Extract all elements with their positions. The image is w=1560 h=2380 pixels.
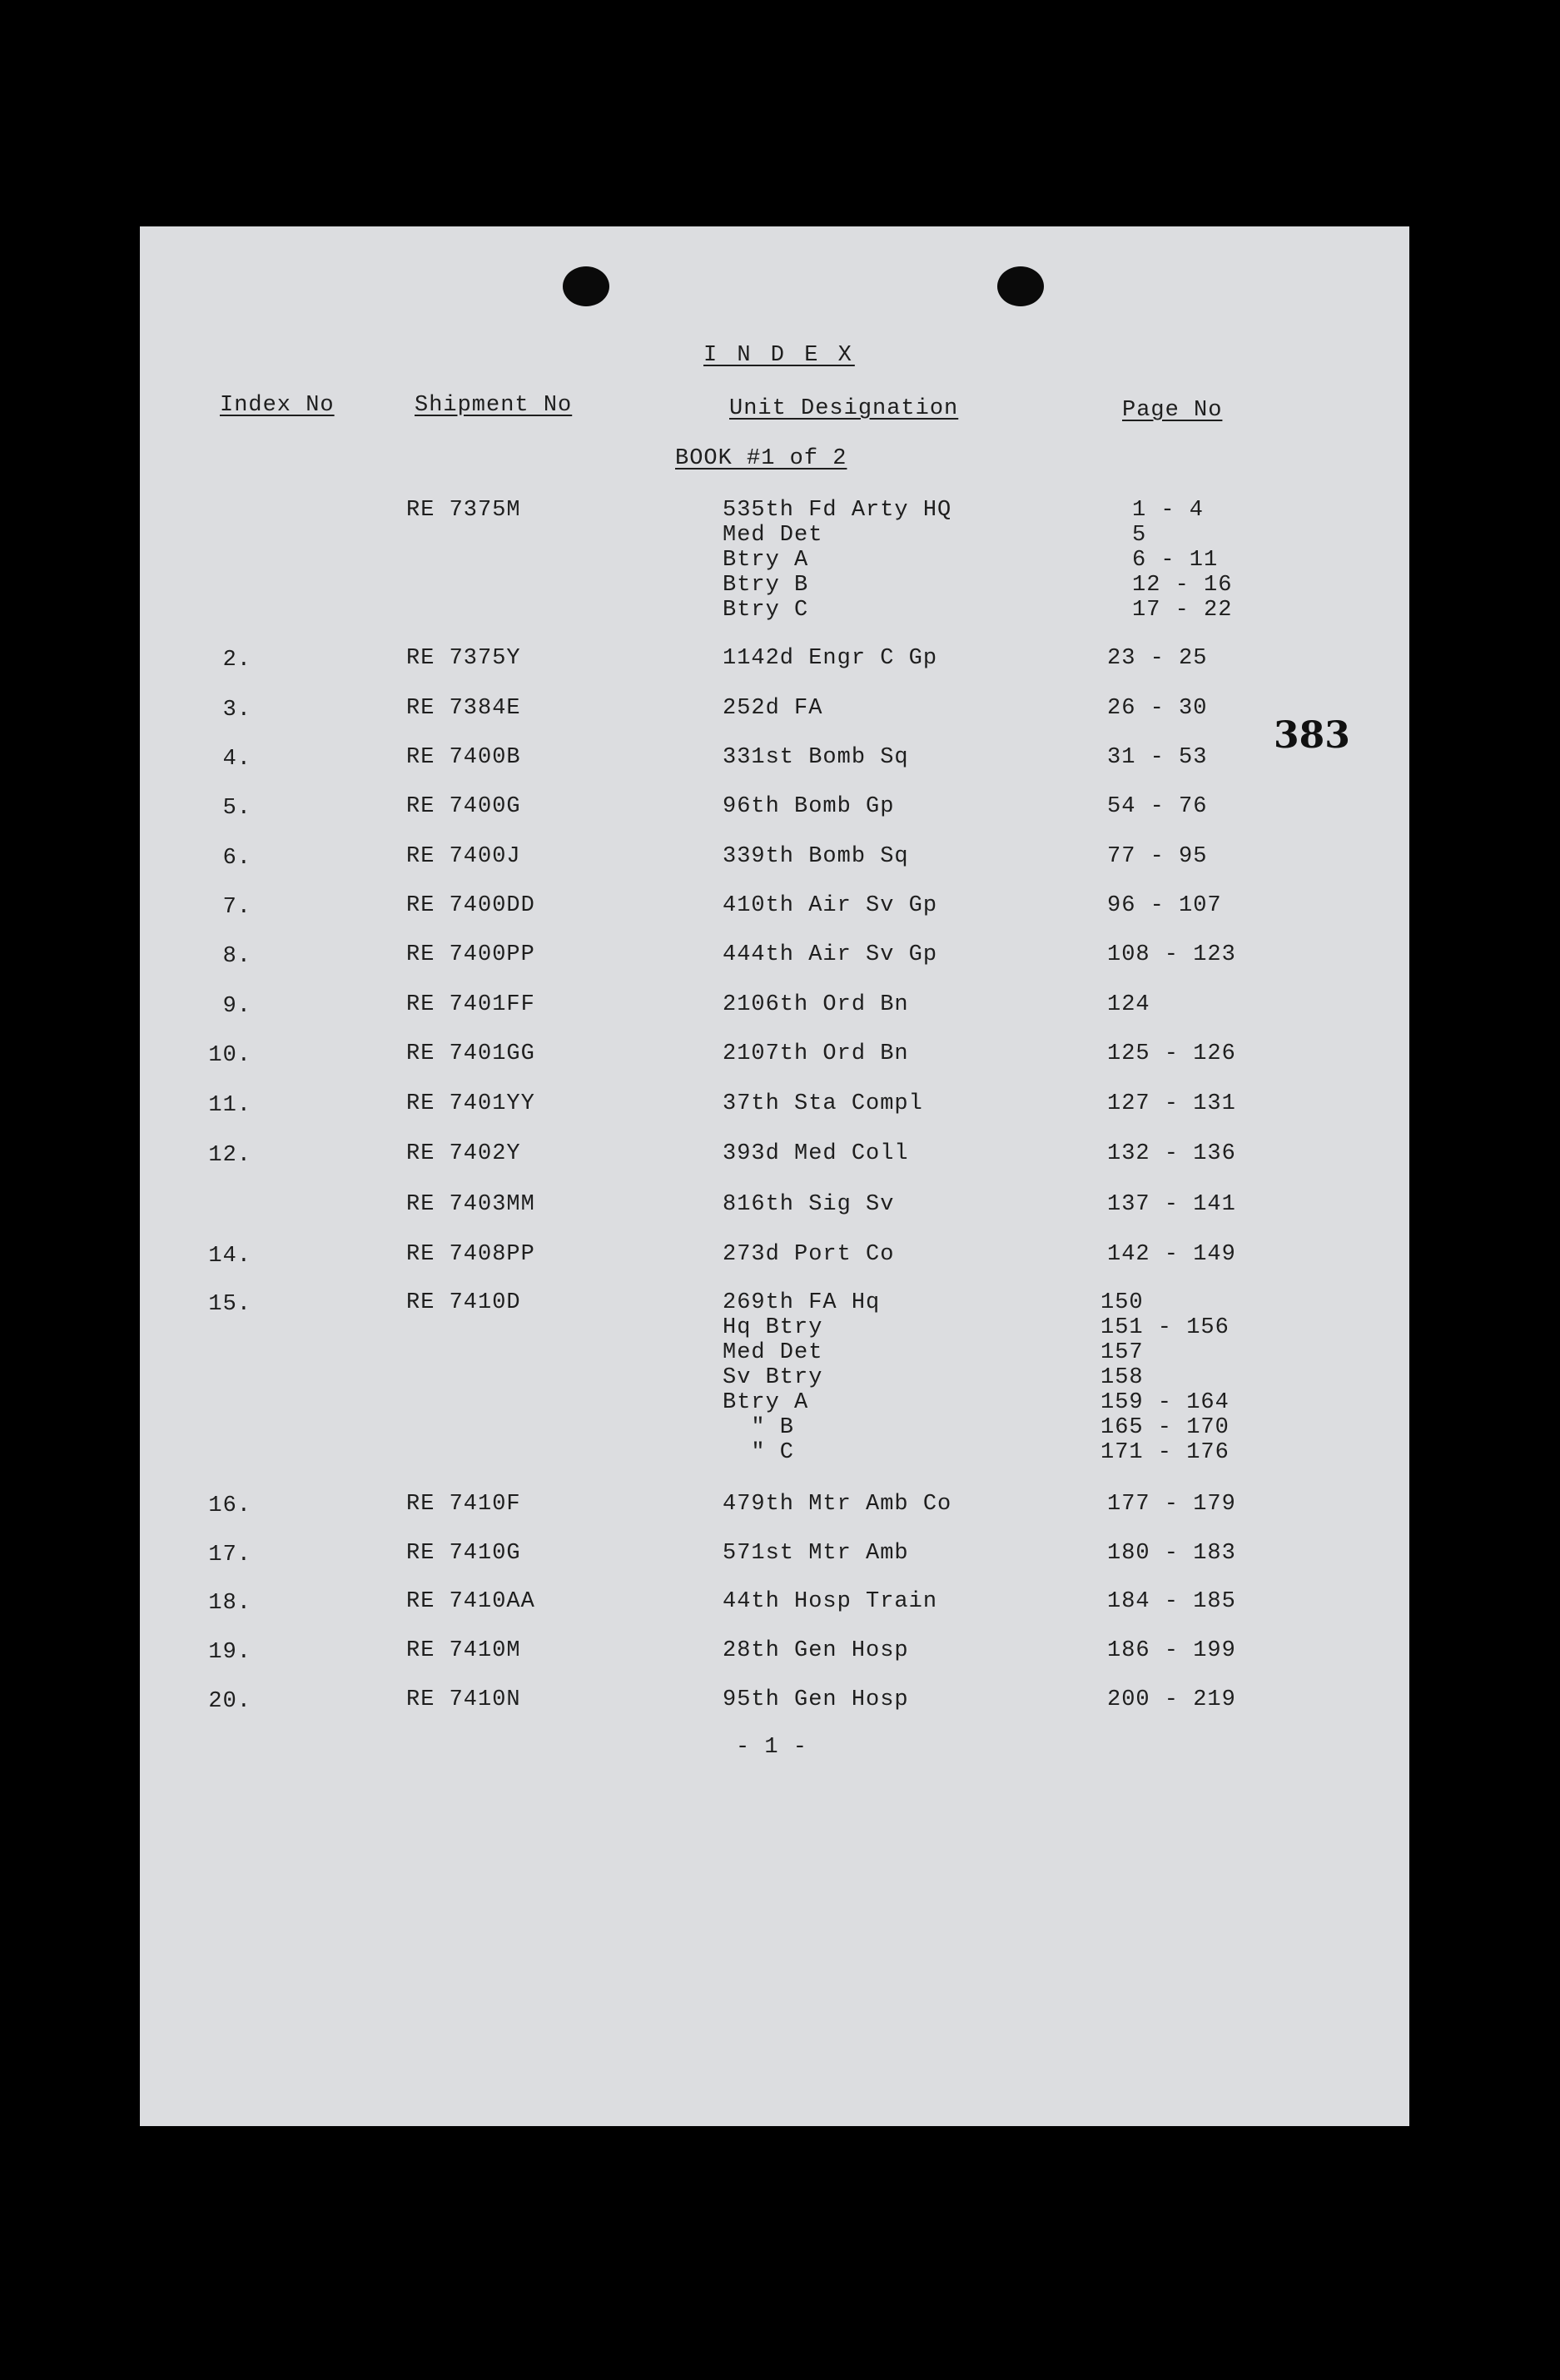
- unit-line: Med Det: [723, 1340, 823, 1365]
- page-line: 171 - 176: [1100, 1440, 1230, 1465]
- shipment-number: RE 7410D: [406, 1290, 521, 1315]
- shipment-number: RE 7400B: [406, 745, 521, 770]
- unit-line: 1142d Engr C Gp: [723, 646, 938, 671]
- index-number: 9.: [222, 994, 251, 1019]
- page-range: [1107, 893, 1222, 918]
- shipment-number: RE 7410N: [406, 1687, 521, 1712]
- shipment-number: RE 7410G: [406, 1541, 521, 1566]
- page-line: 108 - 123: [1107, 942, 1236, 967]
- page-line: 12 - 16: [1132, 573, 1233, 598]
- unit-line: 479th Mtr Amb Co: [723, 1492, 952, 1517]
- page-range: [1107, 1192, 1236, 1217]
- unit-line: 96th Bomb Gp: [723, 794, 895, 819]
- unit-line: 571st Mtr Amb: [723, 1541, 909, 1566]
- unit-designation: [723, 1290, 880, 1465]
- shipment-number: RE 7408PP: [406, 1242, 535, 1267]
- unit-line: 331st Bomb Sq: [723, 745, 909, 770]
- header-shipment-no: Shipment No: [415, 393, 573, 418]
- unit-line: 339th Bomb Sq: [723, 844, 909, 869]
- page-line: 200 - 219: [1107, 1687, 1236, 1712]
- unit-line: " B: [723, 1415, 795, 1440]
- unit-line: 28th Gen Hosp: [723, 1638, 909, 1663]
- page-line: 132 - 136: [1107, 1141, 1236, 1166]
- shipment-number: RE 7402Y: [406, 1141, 521, 1166]
- unit-line: 273d Port Co: [723, 1242, 895, 1267]
- unit-line: 393d Med Coll: [723, 1141, 909, 1166]
- unit-line: 95th Gen Hosp: [723, 1687, 909, 1712]
- page-line: 96 - 107: [1107, 893, 1222, 918]
- unit-line: Hq Btry: [723, 1315, 823, 1340]
- index-number: 10.: [208, 1043, 251, 1068]
- page-line: 26 - 30: [1107, 696, 1208, 721]
- unit-line: 2106th Ord Bn: [723, 992, 909, 1017]
- page-line: 157: [1100, 1340, 1144, 1365]
- page-stamp-number: 383: [1274, 714, 1350, 757]
- page-line: 127 - 131: [1107, 1091, 1236, 1116]
- page-line: 158: [1100, 1365, 1144, 1390]
- page-line: 1 - 4: [1132, 498, 1205, 523]
- page-line: 6 - 11: [1132, 548, 1219, 573]
- index-number: 11.: [208, 1093, 251, 1118]
- page-line: 5: [1132, 523, 1147, 548]
- page-line: 184 - 185: [1107, 1589, 1236, 1614]
- unit-line: Med Det: [723, 523, 823, 548]
- shipment-number: RE 7400DD: [406, 893, 535, 918]
- unit-designation: [723, 646, 937, 671]
- unit-line: 444th Air Sv Gp: [723, 942, 938, 967]
- page-range: [1107, 646, 1207, 671]
- page-range: [1107, 1041, 1236, 1066]
- page-line: 150: [1100, 1290, 1144, 1315]
- unit-designation: [723, 745, 909, 770]
- shipment-number: RE 7400J: [406, 844, 521, 869]
- unit-designation: [723, 942, 937, 967]
- unit-line: 410th Air Sv Gp: [723, 893, 938, 918]
- shipment-number: RE 7401GG: [406, 1041, 535, 1066]
- index-number: 7.: [222, 895, 251, 920]
- page-line: 151 - 156: [1100, 1315, 1230, 1340]
- unit-line: Btry B: [723, 573, 809, 598]
- page-range: [1107, 1242, 1236, 1267]
- page-range: [1107, 1492, 1236, 1517]
- page-range: [1107, 696, 1207, 721]
- unit-line: 535th Fd Arty HQ: [723, 498, 952, 523]
- unit-designation: [723, 1687, 909, 1712]
- unit-designation: [723, 1091, 923, 1116]
- page-line: 165 - 170: [1100, 1415, 1230, 1440]
- shipment-number: RE 7410F: [406, 1492, 521, 1517]
- unit-designation: [723, 1141, 909, 1166]
- page-footer-number: - 1 -: [736, 1735, 808, 1760]
- unit-line: Btry A: [723, 548, 809, 573]
- unit-designation: [723, 893, 937, 918]
- page-range: [1107, 942, 1236, 967]
- index-number: 2.: [222, 648, 251, 673]
- unit-designation: [723, 1041, 909, 1066]
- shipment-number: RE 7401FF: [406, 992, 535, 1017]
- punch-hole-right: [997, 266, 1044, 306]
- unit-line: 269th FA Hq: [723, 1290, 881, 1315]
- unit-designation: [723, 1492, 951, 1517]
- unit-designation: [723, 696, 822, 721]
- unit-line: Btry A: [723, 1390, 809, 1415]
- page-line: 23 - 25: [1107, 646, 1208, 671]
- index-number: 15.: [208, 1292, 251, 1317]
- shipment-number: RE 7403MM: [406, 1192, 535, 1217]
- page-title: I N D E X: [703, 343, 855, 368]
- header-page-no: Page No: [1122, 398, 1223, 423]
- unit-line: 816th Sig Sv: [723, 1192, 895, 1217]
- page-line: 31 - 53: [1107, 745, 1208, 770]
- page-line: 124: [1107, 992, 1150, 1017]
- unit-designation: [723, 1589, 937, 1614]
- page-range: [1107, 1141, 1236, 1166]
- unit-line: 37th Sta Compl: [723, 1091, 923, 1116]
- page-range: [1107, 745, 1207, 770]
- page-line: 177 - 179: [1107, 1492, 1236, 1517]
- page-range: [1107, 1687, 1236, 1712]
- page-line: 137 - 141: [1107, 1192, 1236, 1217]
- header-unit-designation: Unit Designation: [729, 396, 959, 421]
- shipment-number: RE 7401YY: [406, 1091, 535, 1116]
- page-range: [1132, 498, 1232, 623]
- page-line: 180 - 183: [1107, 1541, 1236, 1566]
- unit-designation: [723, 794, 894, 819]
- shipment-number: RE 7375Y: [406, 646, 521, 671]
- punch-hole-left: [563, 266, 609, 306]
- page-range: [1107, 1541, 1236, 1566]
- page-line: 125 - 126: [1107, 1041, 1236, 1066]
- unit-designation: [723, 844, 909, 869]
- unit-designation: [723, 1242, 894, 1267]
- unit-designation: [723, 1192, 894, 1217]
- index-number: 19.: [208, 1640, 251, 1665]
- index-number: 6.: [222, 846, 251, 871]
- unit-designation: [723, 1541, 909, 1566]
- unit-line: 2107th Ord Bn: [723, 1041, 909, 1066]
- page-line: 159 - 164: [1100, 1390, 1230, 1415]
- unit-designation: [723, 992, 909, 1017]
- index-number: 20.: [208, 1689, 251, 1714]
- page-line: 77 - 95: [1107, 844, 1208, 869]
- shipment-number: RE 7410M: [406, 1638, 521, 1663]
- index-number: 14.: [208, 1244, 251, 1269]
- unit-line: Btry C: [723, 598, 809, 623]
- shipment-number: RE 7400G: [406, 794, 521, 819]
- page-line: 142 - 149: [1107, 1242, 1236, 1267]
- unit-line: " C: [723, 1440, 795, 1465]
- header-index-no: Index No: [220, 393, 335, 418]
- page-range: [1100, 1290, 1230, 1465]
- unit-line: 44th Hosp Train: [723, 1589, 938, 1614]
- shipment-number: RE 7384E: [406, 696, 521, 721]
- shipment-number: RE 7375M: [406, 498, 521, 523]
- page-line: 17 - 22: [1132, 598, 1233, 623]
- page-range: [1107, 794, 1207, 819]
- page-range: [1107, 992, 1150, 1017]
- index-number: 5.: [222, 796, 251, 821]
- index-number: 16.: [208, 1493, 251, 1518]
- page-range: [1107, 1091, 1236, 1116]
- index-number: 8.: [222, 944, 251, 969]
- unit-designation: [723, 498, 951, 623]
- index-number: 12.: [208, 1143, 251, 1168]
- index-number: 4.: [222, 747, 251, 772]
- unit-line: 252d FA: [723, 696, 823, 721]
- index-number: 17.: [208, 1543, 251, 1568]
- book-label: BOOK #1 of 2: [675, 446, 847, 471]
- unit-designation: [723, 1638, 909, 1663]
- index-number: 3.: [222, 698, 251, 723]
- page-range: [1107, 844, 1207, 869]
- unit-line: Sv Btry: [723, 1365, 823, 1390]
- shipment-number: RE 7410AA: [406, 1589, 535, 1614]
- page-line: 54 - 76: [1107, 794, 1208, 819]
- index-number: 18.: [208, 1591, 251, 1616]
- shipment-number: RE 7400PP: [406, 942, 535, 967]
- page-range: [1107, 1638, 1236, 1663]
- page-range: [1107, 1589, 1236, 1614]
- page-line: 186 - 199: [1107, 1638, 1236, 1663]
